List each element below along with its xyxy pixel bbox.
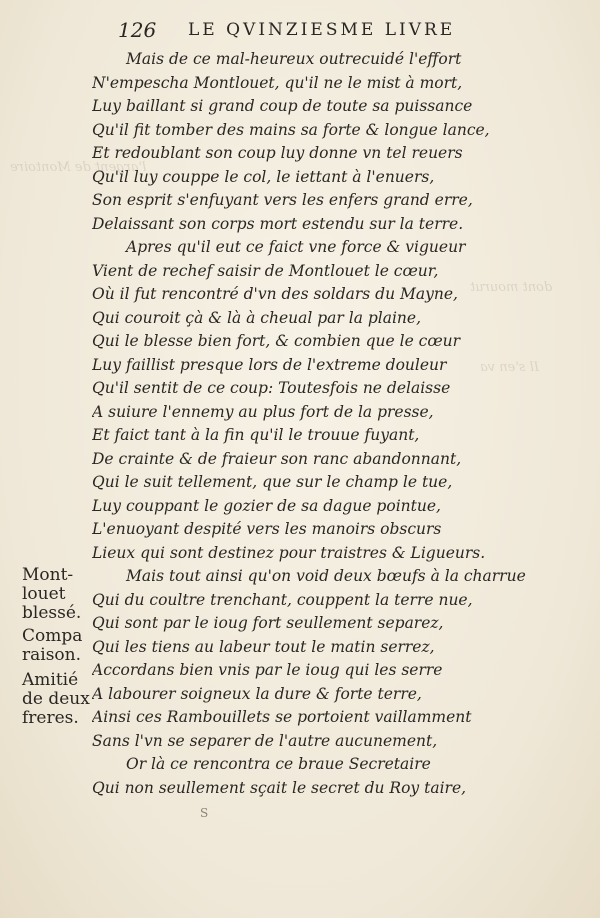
page-number: 126 xyxy=(118,18,157,42)
verse-line: Qui non seullement sçait le secret du Roy taire, xyxy=(92,778,467,797)
margin-note-line: Amitié xyxy=(22,670,79,690)
verse-line: Qu'il luy couppe le col, le iettant à l'enuers, xyxy=(92,167,435,186)
margin-note xyxy=(22,627,94,665)
verse-line: Luy faillist presque lors de l'extreme douleur xyxy=(92,355,447,374)
verse-line: Qu'il sentit de ce coup: Toutesfois ne delaisse xyxy=(92,379,451,397)
verse-line: Ainsi ces Rambouillets se portoient vaillamment xyxy=(92,708,472,726)
signature-mark: S xyxy=(200,806,209,820)
show-through-text: dont mourut xyxy=(470,280,553,295)
margin-note-line: de deux xyxy=(22,689,90,709)
verse-line: Qui le suit tellement, que sur le champ le tue, xyxy=(92,473,453,491)
verse-line: Or là ce rencontra ce braue Secretaire xyxy=(126,755,431,773)
verse-line: L'enuoyant despité vers les manoirs obscurs xyxy=(92,520,442,538)
verse-line: Luy couppant le gozier de sa dague pointue, xyxy=(92,496,441,515)
margin-notes xyxy=(22,566,94,730)
verse-line: Qu'il fit tomber des mains sa forte & longue lance, xyxy=(92,120,490,139)
margin-note-line: Mont- xyxy=(22,565,74,585)
margin-note-line: blessé. xyxy=(22,603,82,623)
margin-note xyxy=(22,566,94,623)
show-through-text: Il s'en va xyxy=(480,360,539,375)
verse-line: A suiure l'ennemy au plus fort de la presse, xyxy=(92,402,434,421)
verse-line: Et redoublant son coup luy donne vn tel reuers xyxy=(92,144,463,162)
page-header xyxy=(118,18,558,42)
margin-note-line: freres. xyxy=(22,708,79,728)
verse-line: De crainte & de fraieur son ranc abandonnant, xyxy=(92,449,462,468)
running-head: LE QVINZIESME LIVRE xyxy=(188,20,456,40)
margin-note-line: raison. xyxy=(22,645,82,665)
verse-line: Son esprit s'enfuyant vers les enfers grand erre, xyxy=(92,191,473,209)
verse-line: Qui les tiens au labeur tout le matin serrez, xyxy=(92,637,435,656)
verse-line: Qui couroit çà & là à cheual par la plaine, xyxy=(92,308,422,327)
verse-line: Qui le blesse bien fort, & combien que le cœur xyxy=(92,332,461,350)
verse-line: Luy baillant si grand coup de toute sa puissance xyxy=(92,97,473,115)
verse-line: Qui sont par le ioug fort seullement separez, xyxy=(92,614,444,632)
margin-note-line: Compa xyxy=(22,626,83,646)
show-through-text: l'argent de Montoire xyxy=(10,160,147,175)
verse-line: Qui du coultre trenchant, couppent la terre nue, xyxy=(92,590,473,609)
verse-line: Accordans bien vnis par le ioug qui les serre xyxy=(92,661,443,679)
verse-line: A labourer soigneux la dure & forte terre, xyxy=(92,684,422,703)
verse-line: Mais tout ainsi qu'on void deux bœufs à la charrue xyxy=(126,567,526,585)
verse-line: N'empescha Montlouet, qu'il ne le mist à mort, xyxy=(92,73,463,92)
verse-line: Delaissant son corps mort estendu sur la terre. xyxy=(92,214,464,233)
verse-line: Où il fut rencontré d'vn des soldars du Mayne, xyxy=(92,285,458,303)
verse-line: Et faict tant à la fin qu'il le trouue fuyant, xyxy=(92,426,420,444)
margin-note xyxy=(22,671,94,728)
margin-note-line: louet xyxy=(22,584,66,604)
verse-line: Sans l'vn se separer de l'autre aucunement, xyxy=(92,731,438,750)
verse-line: Vient de rechef saisir de Montlouet le cœur, xyxy=(92,261,439,280)
verse-text xyxy=(92,48,562,800)
verse-line: Apres qu'il eut ce faict vne force & vigueur xyxy=(126,238,466,256)
verse-line: Lieux qui sont destinez pour traistres & Ligueurs. xyxy=(92,543,486,562)
verse-line: Mais de ce mal-heureux outrecuidé l'effort xyxy=(126,50,462,68)
